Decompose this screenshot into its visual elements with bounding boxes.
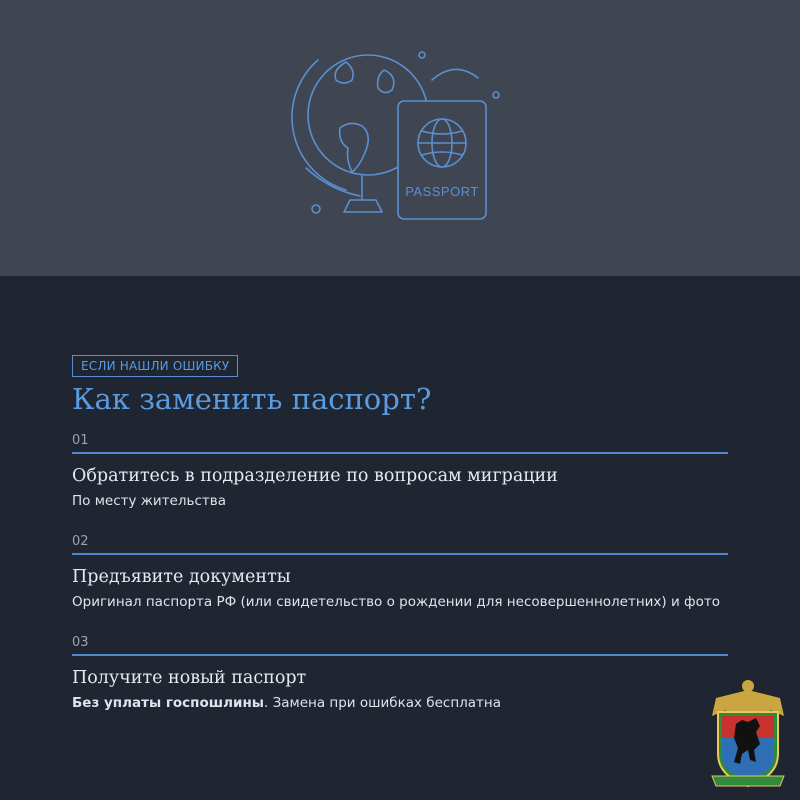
police-coat-of-arms-emblem	[708, 676, 788, 792]
step-divider	[72, 654, 728, 656]
instructions-section	[0, 276, 800, 800]
step-divider	[72, 553, 728, 555]
globe-passport-illustration	[0, 0, 800, 276]
step-heading: Предъявите документы	[72, 567, 291, 587]
step-divider	[72, 452, 728, 454]
hero-banner	[0, 0, 800, 276]
passport-label: PASSPORT	[405, 184, 479, 199]
step-description	[72, 695, 728, 711]
step-description: Оригинал паспорта РФ (или свидетельство о рождении для несовершеннолетних) и фото	[72, 594, 720, 610]
step-number: 01	[72, 433, 89, 448]
step-heading: Получите новый паспорт	[72, 668, 307, 688]
step-description: По месту жительства	[72, 493, 226, 509]
step-description-rest: . Замена при ошибках бесплатна	[264, 695, 502, 711]
section-tag: ЕСЛИ НАШЛИ ОШИБКУ	[72, 355, 238, 377]
page-title: Как заменить паспорт?	[72, 382, 432, 416]
step-heading: Обратитесь в подразделение по вопросам миграции	[72, 466, 558, 486]
step-3	[72, 635, 728, 711]
step-number: 02	[72, 534, 89, 549]
step-description-bold: Без уплаты госпошлины	[72, 695, 264, 711]
step-number: 03	[72, 635, 89, 650]
step-1	[72, 433, 728, 509]
step-2	[72, 534, 728, 610]
